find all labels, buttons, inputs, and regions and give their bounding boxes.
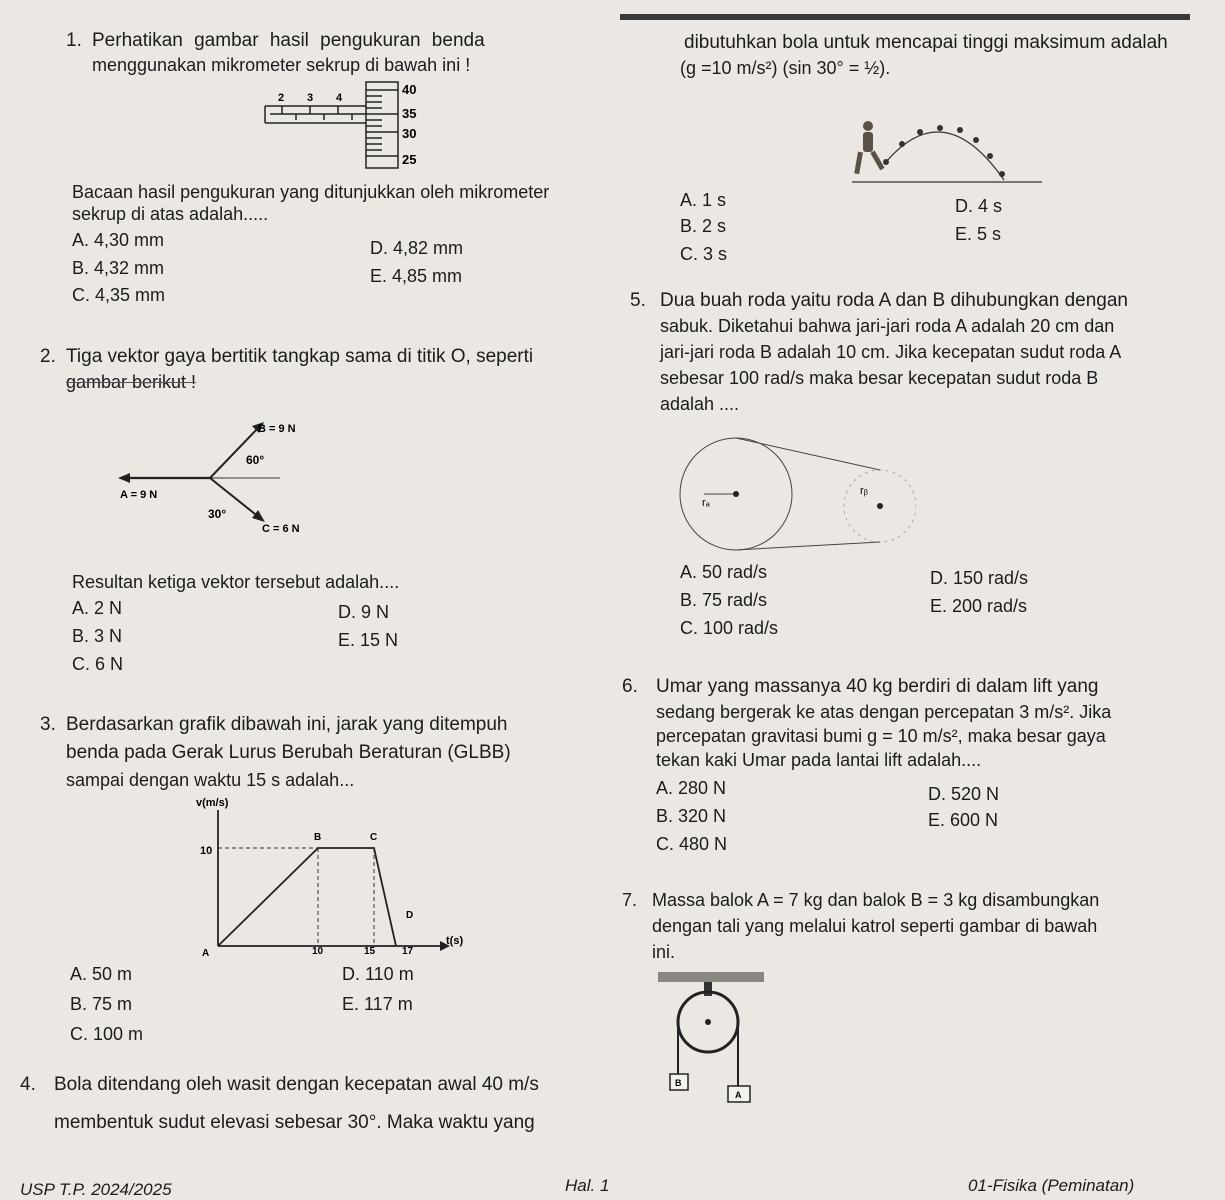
q2-option-b[interactable]: B. 3 N (72, 626, 123, 646)
scale-thimble-40: 40 (402, 82, 417, 97)
q4-line1: Bola ditendang oleh wasit dengan kecepatan awal 40 m/s (54, 1074, 539, 1095)
q4-option-c[interactable]: C. 3 s (680, 244, 728, 264)
block-b-label: B (675, 1078, 682, 1088)
q6-line2: sedang bergerak ke atas dengan percepatan 3 m/s². Jika (656, 702, 1112, 722)
belt-wheels-diagram (676, 436, 916, 556)
q2-option-e[interactable]: E. 15 N (338, 630, 399, 650)
q1-option-b[interactable]: B. 4,32 mm (72, 258, 165, 278)
kicker-figure (854, 121, 884, 174)
q4-cont-line2: (g =10 m/s²) (sin 30° = ½). (680, 58, 891, 78)
q5-line5: adalah .... (660, 394, 740, 414)
belt-top (736, 438, 880, 470)
q5-option-b[interactable]: B. 75 rad/s (680, 590, 768, 610)
micrometer-diagram (262, 78, 432, 173)
velocity-time-graph (188, 796, 478, 964)
graph-point-b: B (314, 832, 322, 843)
q7-line3: ini. (652, 942, 676, 962)
center-b (877, 503, 883, 509)
graph-xtick-17: 17 (402, 946, 414, 957)
vector-b-label: B = 9 N (258, 423, 296, 435)
graph-xtick-10: 10 (312, 946, 324, 957)
graph-ylabel: v(m/s) (196, 797, 229, 809)
q5-line2: sabuk. Diketahui bahwa jari-jari roda A adalah 20 cm dan (660, 316, 1115, 336)
q3-option-a[interactable]: A. 50 m (70, 964, 133, 984)
q6-option-c[interactable]: C. 480 N (656, 834, 728, 854)
q1-question-line2: sekrup di atas adalah..... (72, 204, 269, 224)
scale-main-3: 3 (307, 92, 314, 104)
q6-number: 6. (622, 676, 638, 697)
q1-option-e[interactable]: E. 4,85 mm (370, 266, 463, 286)
angle-30-label: 30° (208, 507, 227, 521)
header-rule (620, 14, 1190, 20)
footer-year: USP T.P. 2024/2025 (20, 1180, 172, 1199)
q3-line3: sampai dengan waktu 15 s adalah... (66, 770, 355, 790)
graph-ytick-10: 10 (200, 845, 213, 857)
q5-line4: sebesar 100 rad/s maka besar kecepatan sudut roda B (660, 368, 1099, 388)
q2-option-c[interactable]: C. 6 N (72, 654, 124, 674)
q2-line2: gambar berikut ! (66, 372, 197, 392)
q6-line3: percepatan gravitasi bumi g = 10 m/s², maka besar gaya (656, 726, 1106, 746)
q2-option-d[interactable]: D. 9 N (338, 602, 390, 622)
graph-series-line (218, 848, 396, 946)
q7-line1: Massa balok A = 7 kg dan balok B = 3 kg disambungkan (652, 890, 1100, 910)
center-a (733, 491, 739, 497)
graph-xlabel: t(s) (446, 935, 464, 947)
q4-number: 4. (20, 1074, 36, 1095)
ceiling-support (658, 972, 764, 982)
q6-option-e[interactable]: E. 600 N (928, 810, 999, 830)
q3-option-c[interactable]: C. 100 m (70, 1024, 144, 1044)
q2-number: 2. (40, 346, 56, 367)
q6-option-b[interactable]: B. 320 N (656, 806, 727, 826)
q7-line2: dengan tali yang melalui katrol seperti gambar di bawah (652, 916, 1098, 936)
q1-line1: Perhatikan gambar hasil pengukuran benda (92, 30, 485, 51)
q3-option-b[interactable]: B. 75 m (70, 994, 133, 1014)
radius-b-label: rᵦ (860, 485, 868, 497)
vector-a-label: A = 9 N (120, 489, 158, 501)
q1-question-line1: Bacaan hasil pengukuran yang ditunjukkan oleh mikrometer (72, 182, 550, 202)
q3-option-d[interactable]: D. 110 m (342, 964, 414, 984)
q4-option-a[interactable]: A. 1 s (680, 190, 727, 210)
q5-line1: Dua buah roda yaitu roda A dan B dihubungkan dengan (660, 290, 1128, 311)
scale-thimble-25: 25 (402, 152, 417, 167)
q4-option-d[interactable]: D. 4 s (955, 196, 1003, 216)
graph-point-c: C (370, 832, 378, 843)
q3-line1: Berdasarkan grafik dibawah ini, jarak yang ditempuh (66, 714, 508, 735)
q5-line3: jari-jari roda B adalah 10 cm. Jika kecepatan sudut roda A (660, 342, 1122, 362)
q3-option-e[interactable]: E. 117 m (342, 994, 413, 1014)
vector-c-label: C = 6 N (262, 523, 300, 535)
q7-number: 7. (622, 890, 638, 910)
q2-line1: Tiga vektor gaya bertitik tangkap sama di titik O, seperti (66, 346, 534, 367)
q5-option-e[interactable]: E. 200 rad/s (930, 596, 1028, 616)
q5-option-c[interactable]: C. 100 rad/s (680, 618, 779, 638)
scale-thimble-35: 35 (402, 106, 417, 121)
q1-number: 1. (66, 30, 82, 51)
q5-option-d[interactable]: D. 150 rad/s (930, 568, 1029, 588)
q1-line2: menggunakan mikrometer sekrup di bawah ini ! (92, 55, 471, 75)
angle-60-label: 60° (246, 453, 265, 467)
projectile-diagram (846, 108, 1046, 198)
graph-point-d: D (406, 910, 414, 921)
q5-number: 5. (630, 290, 646, 311)
q3-line2: benda pada Gerak Lurus Berubah Beraturan (GLBB) (66, 742, 511, 763)
radius-a-label: rₐ (702, 497, 710, 509)
q4-option-b[interactable]: B. 2 s (680, 216, 727, 236)
trajectory-path (886, 132, 1004, 180)
footer-page: Hal. 1 (565, 1176, 610, 1195)
scale-main-2: 2 (278, 92, 285, 104)
vector-diagram (110, 412, 370, 547)
q1-option-a[interactable]: A. 4,30 mm (72, 230, 165, 250)
q1-option-d[interactable]: D. 4,82 mm (370, 238, 464, 258)
q6-line4: tekan kaki Umar pada lantai lift adalah.... (656, 750, 982, 770)
q4-line2: membentuk sudut elevasi sebesar 30°. Maka waktu yang (54, 1112, 535, 1133)
q6-line1: Umar yang massanya 40 kg berdiri di dalam lift yang (656, 676, 1099, 697)
q6-option-a[interactable]: A. 280 N (656, 778, 727, 798)
q4-cont-line1: dibutuhkan bola untuk mencapai tinggi maksimum adalah (684, 32, 1168, 53)
q2-option-a[interactable]: A. 2 N (72, 598, 123, 618)
footer-subject: 01-Fisika (Peminatan) (968, 1176, 1135, 1195)
graph-point-a: A (202, 948, 210, 959)
pulley-mount (704, 982, 712, 996)
pulley-diagram (654, 968, 774, 1103)
q3-number: 3. (40, 714, 56, 735)
graph-xtick-15: 15 (364, 946, 376, 957)
q4-option-e[interactable]: E. 5 s (955, 224, 1002, 244)
q6-option-d[interactable]: D. 520 N (928, 784, 1000, 804)
pulley-axle (705, 1019, 711, 1025)
q5-option-a[interactable]: A. 50 rad/s (680, 562, 768, 582)
scale-thimble-30: 30 (402, 126, 417, 141)
q1-option-c[interactable]: C. 4,35 mm (72, 285, 166, 305)
scale-main-4: 4 (336, 92, 343, 104)
block-a-label: A (735, 1090, 742, 1100)
q2-question: Resultan ketiga vektor tersebut adalah.... (72, 572, 400, 592)
